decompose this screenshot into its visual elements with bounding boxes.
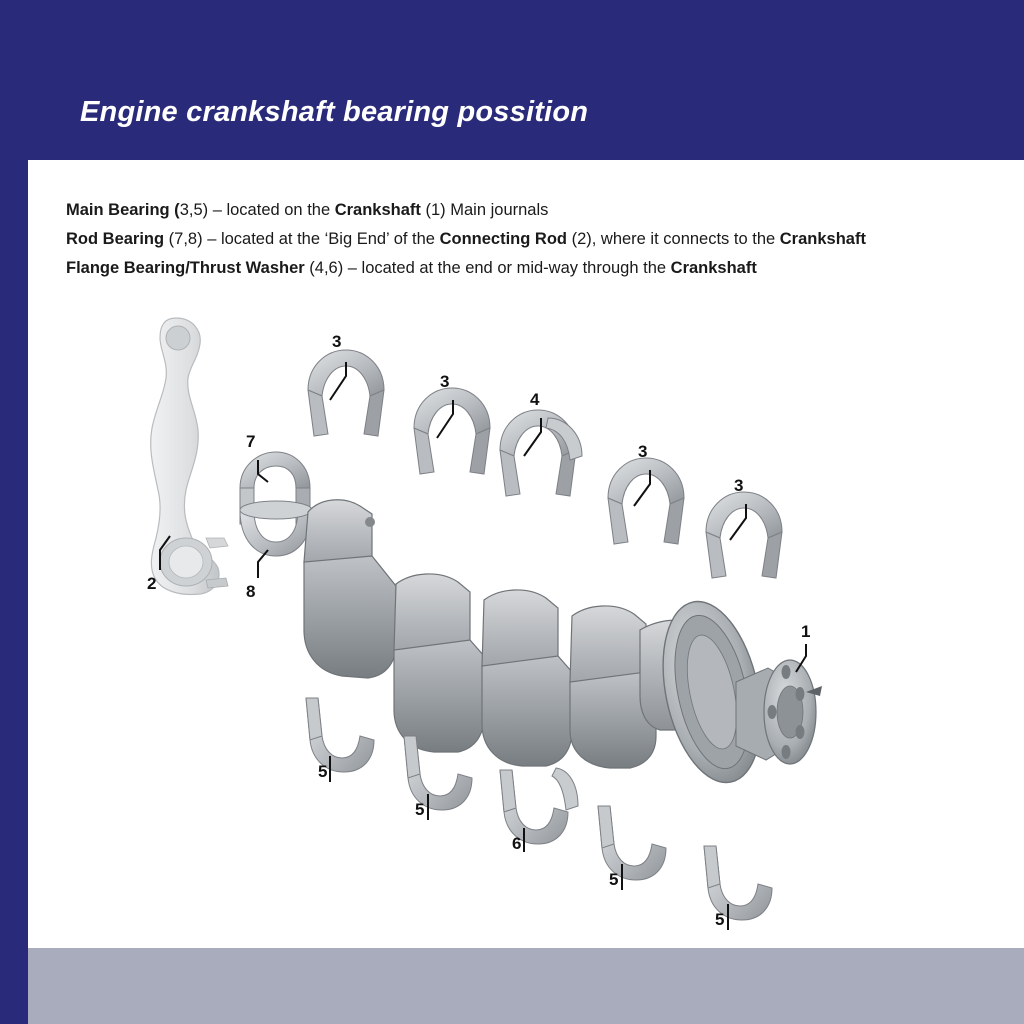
callout-5-b: 5 <box>415 800 425 819</box>
desc-seg: Rod Bearing <box>66 230 165 248</box>
part-main-bearing-lower-4 <box>704 846 772 920</box>
callout-5-a: 5 <box>318 762 328 781</box>
callout-1: 1 <box>801 622 811 641</box>
part-rod-bearing-lower <box>240 501 312 556</box>
part-connecting-rod <box>151 318 228 594</box>
desc-seg: (7,8) – located at the ‘Big End’ of the <box>164 230 440 248</box>
callout-3-a: 3 <box>332 332 342 351</box>
part-flange-bearing-lower <box>500 768 578 844</box>
desc-seg: (2), where it connects to the <box>566 230 780 248</box>
desc-seg: Connecting Rod <box>439 230 567 248</box>
callout-6: 6 <box>512 834 522 853</box>
page-header <box>0 0 1024 160</box>
part-main-bearing-lower-1 <box>306 698 374 772</box>
footer-left-accent <box>0 948 28 1024</box>
description-line-rod-bearing <box>66 225 996 254</box>
part-main-bearing-upper-3 <box>608 458 684 544</box>
description-block <box>66 196 996 283</box>
footer-bar <box>0 948 1024 1024</box>
callout-5-c: 5 <box>609 870 619 889</box>
callout-5-d: 5 <box>715 910 725 929</box>
desc-seg: Crankshaft <box>334 201 421 219</box>
part-main-bearing-upper-4 <box>706 492 782 578</box>
desc-seg: Main Bearing ( <box>66 201 180 219</box>
callout-8: 8 <box>246 582 256 601</box>
callout-7: 7 <box>246 432 256 451</box>
page-title: Engine crankshaft bearing possition <box>80 96 589 128</box>
description-line-flange-bearing <box>66 254 996 283</box>
description-line-main-bearing <box>66 196 996 225</box>
callout-4: 4 <box>530 390 540 409</box>
part-crankshaft <box>304 500 822 792</box>
callout-2: 2 <box>147 574 157 593</box>
desc-seg: (1) Main journals <box>420 201 549 219</box>
callout-3-d: 3 <box>734 476 744 495</box>
desc-seg: Crankshaft <box>779 230 866 248</box>
callout-3-c: 3 <box>638 442 648 461</box>
desc-seg: Crankshaft <box>670 259 757 277</box>
desc-seg: (4,6) – located at the end or mid-way through the <box>304 259 671 277</box>
part-main-bearing-lower-3 <box>598 806 666 880</box>
desc-seg: Flange Bearing/Thrust Washer <box>66 259 305 277</box>
desc-seg: 3,5) – located on the <box>179 201 335 219</box>
callout-3-b: 3 <box>440 372 450 391</box>
crankshaft-diagram <box>0 300 1024 940</box>
